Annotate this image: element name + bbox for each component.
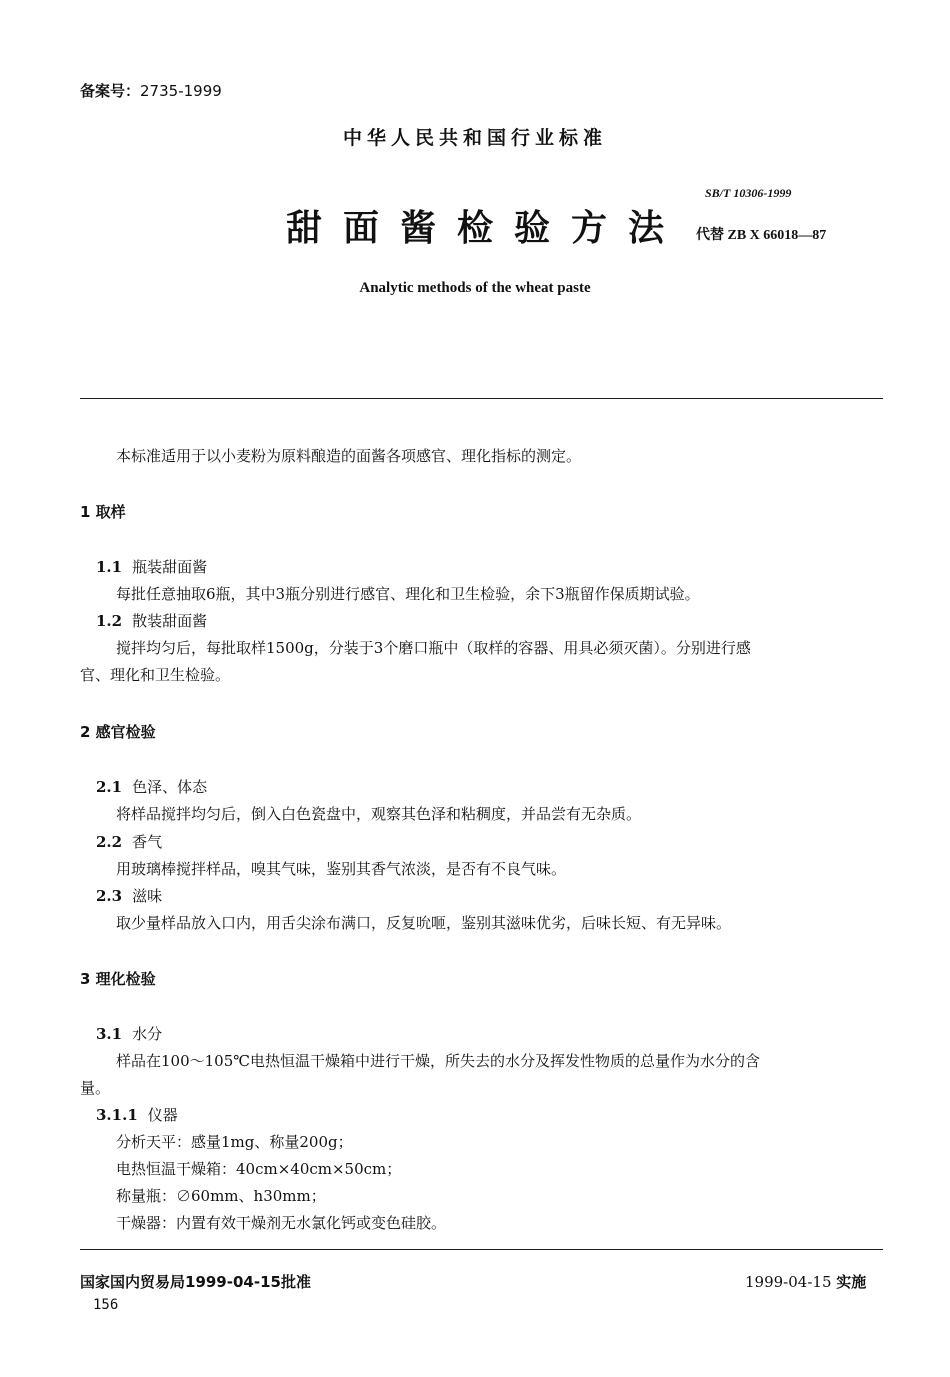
clause-3-1-heading [96, 1023, 162, 1044]
page-number: 156 [93, 1297, 119, 1313]
clause-number: 2.2 [96, 833, 123, 851]
clause-3-1-text-line2: 量。 [80, 1079, 111, 1097]
clause-title: 香气 [132, 833, 163, 851]
english-title: Analytic methods of the wheat paste [359, 280, 591, 296]
clause-title: 色泽、体态 [132, 778, 208, 796]
filing-value: 2735-1999 [140, 82, 222, 100]
clause-number: 1.1 [96, 558, 123, 576]
clause-1-2-text-line1: 搅拌均匀后，每批取样1500g，分装于3个磨口瓶中（取样的容器、用具必须灭菌）。分别进行感 [116, 639, 751, 657]
implementation-date: 1999-04-15 [745, 1273, 832, 1291]
standard-code: SB/T 10306-1999 [705, 186, 792, 200]
clause-number: 2.3 [96, 887, 123, 905]
replaces-standard: 代替 ZB X 66018—87 [696, 228, 827, 243]
clause-number: 2.1 [96, 778, 123, 796]
clause-number: 1.2 [96, 612, 123, 630]
clause-2-2-heading [96, 831, 162, 852]
standard-category: 中华人民共和国行业标准 [342, 127, 607, 149]
header-divider [80, 398, 883, 399]
section-3-heading: 3 理化检验 [80, 970, 156, 988]
clause-title: 瓶装甜面酱 [132, 558, 208, 576]
implementation-label: 实施 [836, 1273, 867, 1291]
filing-number [80, 80, 222, 101]
scope-paragraph: 本标准适用于以小麦粉为原料酿造的面酱各项感官、理化指标的测定。 [116, 447, 582, 465]
clause-title: 仪器 [147, 1106, 178, 1124]
clause-1-2-text-line2: 官、理化和卫生检验。 [80, 666, 231, 684]
instrument-item: 电热恒温干燥箱：40cm×40cm×50cm； [116, 1160, 402, 1178]
clause-title: 滋味 [132, 887, 163, 905]
clause-1-1-heading [96, 556, 207, 577]
clause-3-1-text-line1: 样品在100～105℃电热恒温干燥箱中进行干燥，所失去的水分及挥发性物质的总量作为水分的含 [116, 1052, 761, 1070]
section-2-heading: 2 感官检验 [80, 723, 156, 741]
clause-title: 散装甜面酱 [132, 612, 208, 630]
section-1-heading: 1 取样 [80, 503, 126, 521]
document-title: 甜面酱检验方法 [286, 208, 686, 249]
approval-note: 国家国内贸易局1999-04-15批准 [80, 1273, 311, 1291]
clause-2-1-text: 将样品搅拌均匀后，倒入白色瓷盘中，观察其色泽和粘稠度，并品尝有无杂质。 [116, 805, 642, 823]
clause-2-3-text: 取少量样品放入口内，用舌尖涂布满口，反复吮咂，鉴别其滋味优劣，后味长短、有无异味。 [116, 914, 732, 932]
clause-number: 3.1.1 [96, 1106, 138, 1124]
clause-3-1-1-heading [96, 1104, 178, 1125]
clause-2-1-heading [96, 776, 207, 797]
instrument-item: 干燥器：内置有效干燥剂无水氯化钙或变色硅胶。 [116, 1214, 447, 1232]
clause-number: 3.1 [96, 1025, 123, 1043]
implementation-note [745, 1271, 866, 1292]
clause-title: 水分 [132, 1025, 163, 1043]
clause-1-1-text: 每批任意抽取6瓶，其中3瓶分别进行感官、理化和卫生检验，余下3瓶留作保质期试验。 [116, 585, 700, 603]
clause-2-3-heading [96, 885, 162, 906]
instrument-item: 称量瓶：∅60mm、h30mm； [116, 1187, 326, 1205]
clause-2-2-text: 用玻璃棒搅拌样品，嗅其气味，鉴别其香气浓淡，是否有不良气味。 [116, 860, 567, 878]
instrument-item: 分析天平：感量1mg、称量200g； [116, 1133, 353, 1151]
clause-1-2-heading [96, 610, 207, 631]
footer-divider [80, 1249, 883, 1250]
filing-label: 备案号： [80, 82, 141, 100]
